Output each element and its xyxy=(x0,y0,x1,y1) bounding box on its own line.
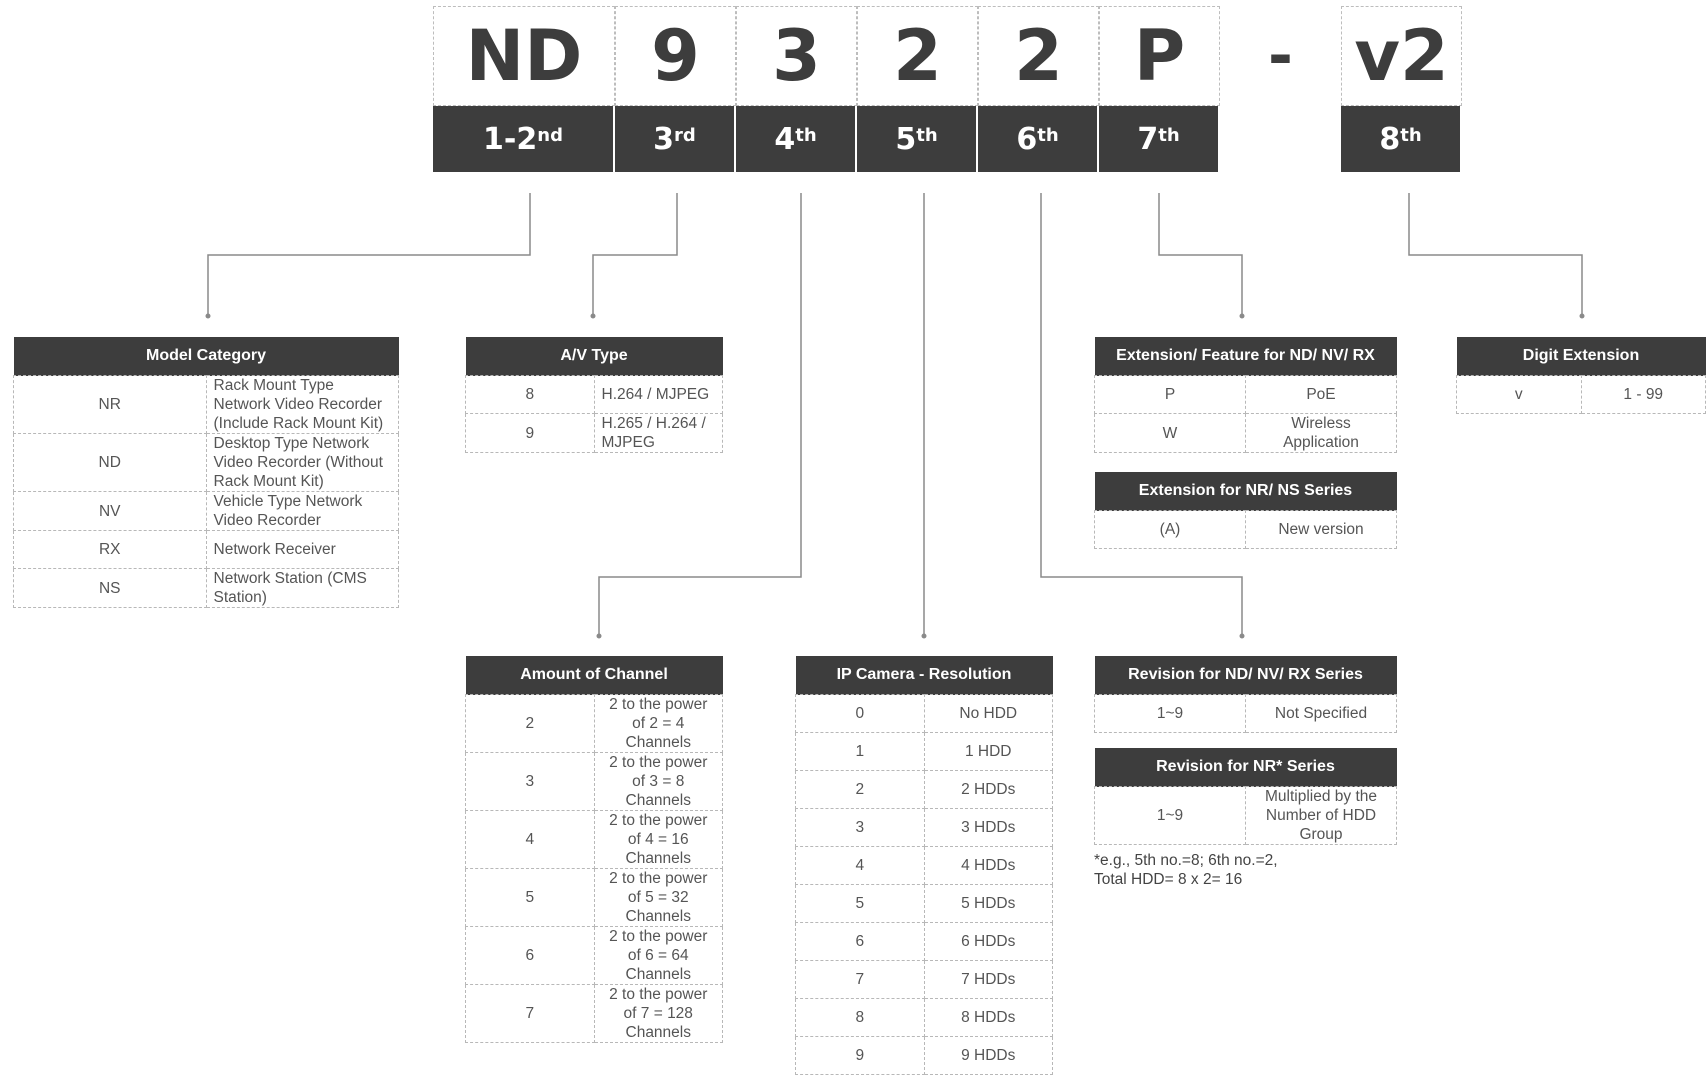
code-cell: 9 xyxy=(796,1037,925,1075)
desc-cell: New version xyxy=(1246,511,1397,549)
table-row xyxy=(1095,695,1397,733)
connector-dot xyxy=(206,314,211,319)
desc-cell: 2 to the power of 4 = 16 Channels xyxy=(594,811,723,869)
position-label-5: 5 $^{th}$ xyxy=(857,106,978,172)
table-row xyxy=(796,885,1053,923)
table-row xyxy=(1095,376,1397,414)
table-row xyxy=(796,847,1053,885)
table-title: Model Category xyxy=(14,337,399,376)
code-cell: 2 xyxy=(466,695,595,753)
desc-cell: Vehicle Type Network Video Recorder xyxy=(206,492,399,531)
position-label-8: 8 $^{th}$ xyxy=(1341,106,1462,172)
table-title: Amount of Channel xyxy=(466,656,723,695)
extension-nr-ns-table xyxy=(1094,472,1397,549)
table-row xyxy=(796,771,1053,809)
desc-cell: 8 HDDs xyxy=(924,999,1053,1037)
code-cell: P xyxy=(1095,376,1246,414)
code-cell: 4 xyxy=(466,811,595,869)
code-cell: 9 xyxy=(466,414,595,453)
digit-extension-table xyxy=(1456,337,1706,414)
desc-cell: Not Specified xyxy=(1246,695,1397,733)
table-row xyxy=(14,569,399,608)
code-cell: 3 xyxy=(466,753,595,811)
code-char-4: 3 xyxy=(736,6,857,106)
revision-nd-nv-rx-table xyxy=(1094,656,1397,733)
position-label-7: 7 $^{th}$ xyxy=(1099,106,1220,172)
code-cell: 2 xyxy=(796,771,925,809)
table-row xyxy=(796,1037,1053,1075)
table-row xyxy=(796,999,1053,1037)
table-row xyxy=(466,869,723,927)
code-cell: 1~9 xyxy=(1095,787,1246,845)
connector-7 xyxy=(1159,193,1242,316)
code-cell: 7 xyxy=(796,961,925,999)
code-cell: 6 xyxy=(796,923,925,961)
desc-cell: 3 HDDs xyxy=(924,809,1053,847)
table-row xyxy=(796,961,1053,999)
code-char-3: 9 xyxy=(615,6,736,106)
connector-3 xyxy=(593,193,677,316)
connector-dot xyxy=(1240,314,1245,319)
av-type-table xyxy=(465,337,723,453)
code-cell: NV xyxy=(14,492,207,531)
code-cell: NS xyxy=(14,569,207,608)
desc-cell: Wireless Application xyxy=(1246,414,1397,453)
desc-cell: 7 HDDs xyxy=(924,961,1053,999)
code-char-8: v2 xyxy=(1341,6,1462,106)
desc-cell: 9 HDDs xyxy=(924,1037,1053,1075)
table-row xyxy=(1457,376,1706,414)
extension-feature-table xyxy=(1094,337,1397,453)
code-cell: 1 xyxy=(796,733,925,771)
code-cell: 8 xyxy=(796,999,925,1037)
desc-cell: 2 HDDs xyxy=(924,771,1053,809)
table-row xyxy=(466,753,723,811)
connector-dot xyxy=(597,634,602,639)
example-note: *e.g., 5th no.=8; 6th no.=2, Total HDD= 8 x 2= 16 xyxy=(1094,852,1278,888)
table-row xyxy=(14,434,399,492)
desc-cell: 1 HDD xyxy=(924,733,1053,771)
desc-cell: No HDD xyxy=(924,695,1053,733)
code-cell: 5 xyxy=(466,869,595,927)
table-row xyxy=(466,811,723,869)
table-row xyxy=(466,985,723,1043)
table-row xyxy=(466,414,723,453)
model-category-table xyxy=(13,337,399,608)
table-row xyxy=(466,927,723,985)
code-cell: NR xyxy=(14,376,207,434)
connector-dot xyxy=(922,634,927,639)
desc-cell: Rack Mount Type Network Video Recorder (Include Rack Mount Kit) xyxy=(206,376,399,434)
table-row xyxy=(14,376,399,434)
table-row xyxy=(796,923,1053,961)
table-title: Revision for ND/ NV/ RX Series xyxy=(1095,656,1397,695)
code-char-1-2: ND xyxy=(433,6,615,106)
desc-cell: 2 to the power of 3 = 8 Channels xyxy=(594,753,723,811)
desc-cell: 2 to the power of 5 = 32 Channels xyxy=(594,869,723,927)
code-cell: 7 xyxy=(466,985,595,1043)
desc-cell: 2 to the power of 7 = 128 Channels xyxy=(594,985,723,1043)
connector-8 xyxy=(1409,193,1582,316)
code-cell: 3 xyxy=(796,809,925,847)
position-label-3: 3 $^{rd}$ xyxy=(615,106,736,172)
desc-cell: PoE xyxy=(1246,376,1397,414)
desc-cell: H.265 / H.264 / MJPEG xyxy=(594,414,723,453)
code-cell: (A) xyxy=(1095,511,1246,549)
table-row xyxy=(796,809,1053,847)
code-cell: 5 xyxy=(796,885,925,923)
desc-cell: Multiplied by the Number of HDD Group xyxy=(1246,787,1397,845)
table-row xyxy=(1095,787,1397,845)
code-char-5: 2 xyxy=(857,6,978,106)
position-label-6: 6 $^{th}$ xyxy=(978,106,1099,172)
table-row xyxy=(14,492,399,531)
code-cell: 0 xyxy=(796,695,925,733)
code-cell: v xyxy=(1457,376,1582,414)
desc-cell: 2 to the power of 2 = 4 Channels xyxy=(594,695,723,753)
desc-cell: H.264 / MJPEG xyxy=(594,376,723,414)
connector-dot xyxy=(1240,634,1245,639)
revision-nr-table xyxy=(1094,748,1397,845)
position-label-4: 4 $^{th}$ xyxy=(736,106,857,172)
connector-dot xyxy=(591,314,596,319)
desc-cell: Desktop Type Network Video Recorder (Without Rack Mount Kit) xyxy=(206,434,399,492)
desc-cell: 1 - 99 xyxy=(1581,376,1706,414)
desc-cell: Network Receiver xyxy=(206,531,399,569)
connector-dot xyxy=(1580,314,1585,319)
desc-cell: Network Station (CMS Station) xyxy=(206,569,399,608)
table-row xyxy=(796,733,1053,771)
table-row xyxy=(466,695,723,753)
code-cell: W xyxy=(1095,414,1246,453)
table-row xyxy=(1095,414,1397,453)
table-title: Revision for NR* Series xyxy=(1095,748,1397,787)
desc-cell: 2 to the power of 6 = 64 Channels xyxy=(594,927,723,985)
code-cell: 1~9 xyxy=(1095,695,1246,733)
code-dash: - xyxy=(1268,21,1293,91)
table-row xyxy=(466,376,723,414)
table-row xyxy=(796,695,1053,733)
table-title: Extension/ Feature for ND/ NV/ RX xyxy=(1095,337,1397,376)
position-label-1-2: 1-2 $^{nd}$ xyxy=(433,106,615,172)
desc-cell: 5 HDDs xyxy=(924,885,1053,923)
table-row xyxy=(14,531,399,569)
desc-cell: 6 HDDs xyxy=(924,923,1053,961)
code-cell: 6 xyxy=(466,927,595,985)
code-char-6: 2 xyxy=(978,6,1099,106)
code-cell: 4 xyxy=(796,847,925,885)
code-cell: ND xyxy=(14,434,207,492)
table-title: IP Camera - Resolution xyxy=(796,656,1053,695)
desc-cell: 4 HDDs xyxy=(924,847,1053,885)
code-cell: 8 xyxy=(466,376,595,414)
ip-camera-resolution-table xyxy=(795,656,1053,1075)
table-row xyxy=(1095,511,1397,549)
code-char-7: P xyxy=(1099,6,1220,106)
table-title: Digit Extension xyxy=(1457,337,1706,376)
table-title: A/V Type xyxy=(466,337,723,376)
code-cell: RX xyxy=(14,531,207,569)
connector-1-2 xyxy=(208,193,530,316)
table-title: Extension for NR/ NS Series xyxy=(1095,472,1397,511)
amount-of-channel-table xyxy=(465,656,723,1043)
